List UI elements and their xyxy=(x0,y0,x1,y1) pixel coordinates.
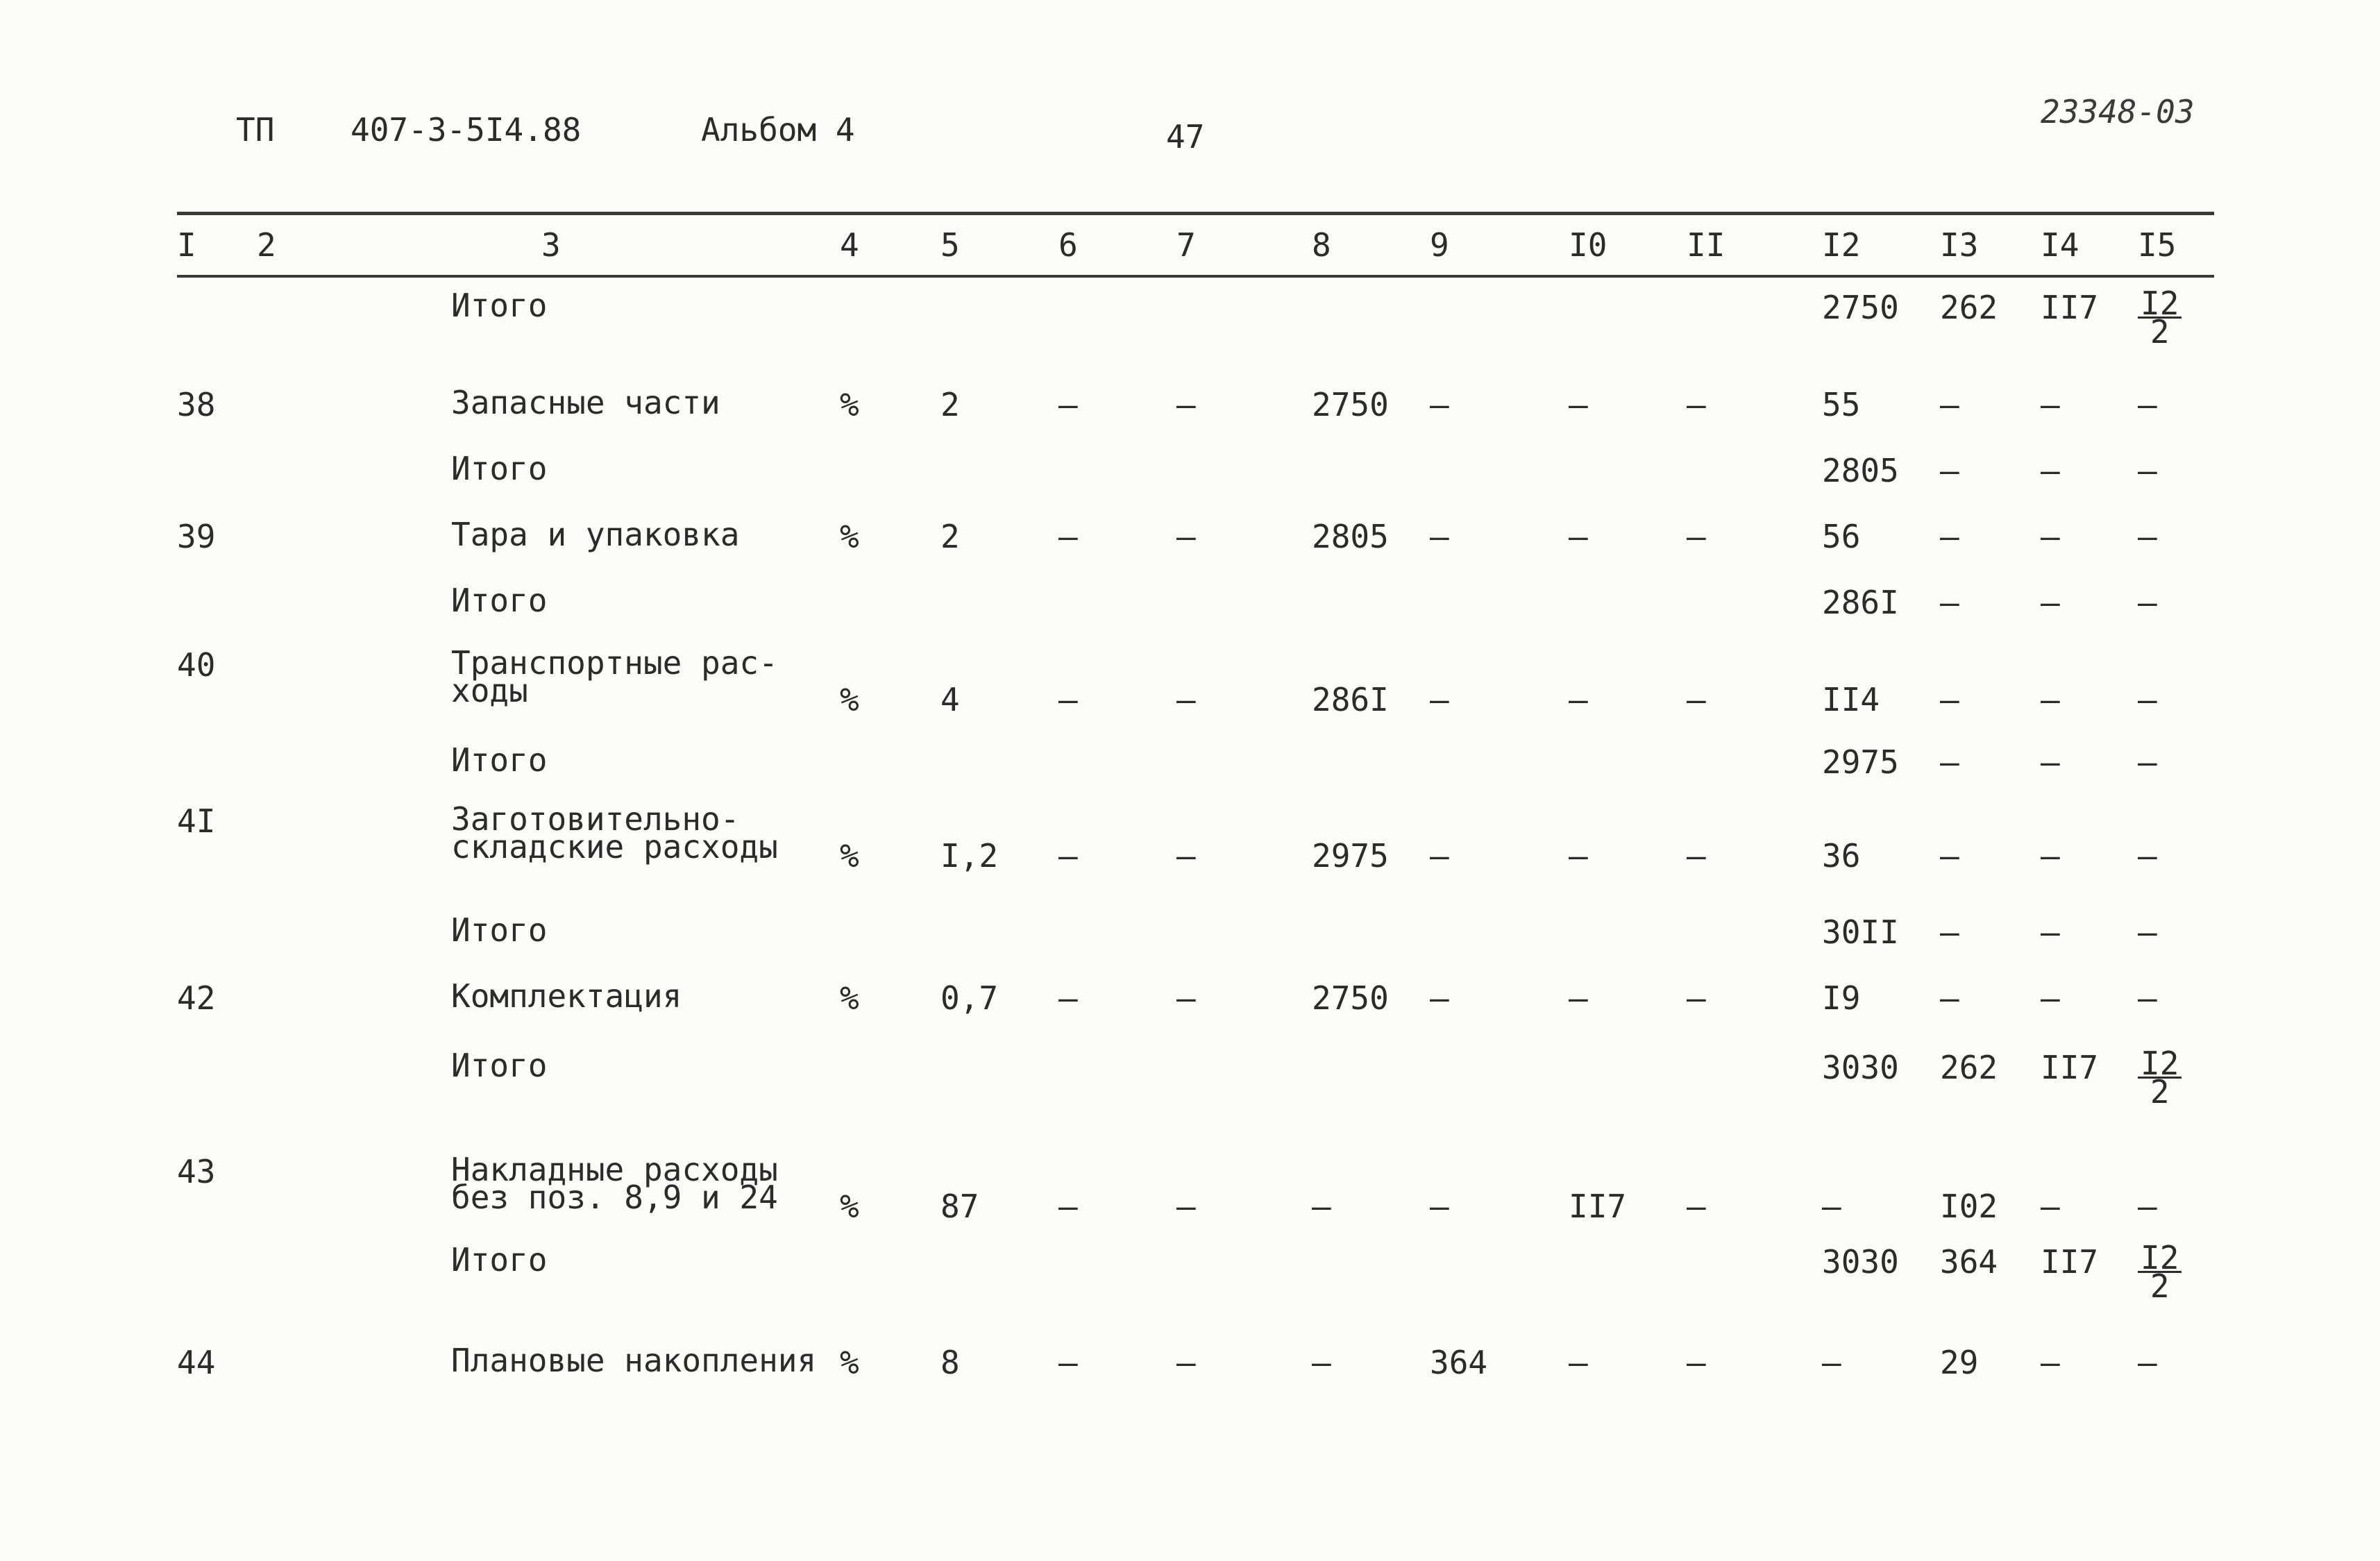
cell-c13: – xyxy=(1940,837,1959,875)
fraction-numerator: I2 xyxy=(2138,1050,2181,1079)
cell-c13: – xyxy=(1940,913,1959,951)
cell-c9: – xyxy=(1430,979,1449,1017)
item-name: Плановые накопления xyxy=(451,1342,817,1379)
item-name: Итого xyxy=(451,287,548,324)
cell-c11: – xyxy=(1687,681,1706,718)
doc-album: Альбом 4 xyxy=(701,111,855,149)
cell-c4: % xyxy=(840,681,859,718)
column-header: II xyxy=(1687,226,1725,264)
cell-c9: – xyxy=(1430,518,1449,555)
cell-c13: – xyxy=(1940,386,1959,423)
cell-c14: – xyxy=(2041,518,2060,555)
cell-c14: – xyxy=(2041,743,2060,781)
column-header: I4 xyxy=(2041,226,2079,264)
cell-c10: – xyxy=(1569,837,1588,875)
cell-c9: – xyxy=(1430,1188,1449,1225)
row-number: 43 xyxy=(177,1153,216,1190)
cell-c10: – xyxy=(1569,979,1588,1017)
cell-c15: – xyxy=(2138,1344,2157,1381)
cell-c15: – xyxy=(2138,681,2157,718)
cell-c6: – xyxy=(1058,518,1078,555)
item-name: Накладные расходы без поз. 8,9 и 24 xyxy=(451,1151,778,1216)
column-header: 7 xyxy=(1176,226,1196,264)
cell-c12: 286I xyxy=(1822,584,1899,621)
cell-c14: II7 xyxy=(2041,289,2099,326)
cell-c10: – xyxy=(1569,386,1588,423)
cell-c13: – xyxy=(1940,681,1959,718)
cell-c6: – xyxy=(1058,1344,1078,1381)
cell-c12: 3030 xyxy=(1822,1243,1899,1281)
cell-c14: – xyxy=(2041,913,2060,951)
cell-c15: – xyxy=(2138,584,2157,621)
cell-c14: – xyxy=(2041,979,2060,1017)
cell-c9: – xyxy=(1430,681,1449,718)
cell-c12: 56 xyxy=(1822,518,1861,555)
fraction-value xyxy=(2138,1239,2181,1305)
cell-c10: II7 xyxy=(1569,1188,1627,1225)
cell-c13: – xyxy=(1940,518,1959,555)
cell-c9: – xyxy=(1430,386,1449,423)
cell-c11: – xyxy=(1687,837,1706,875)
cell-c13: 262 xyxy=(1940,289,1998,326)
cell-c5: I,2 xyxy=(940,837,999,875)
row-number: 40 xyxy=(177,646,216,684)
cell-c13: 364 xyxy=(1940,1243,1998,1281)
fraction-numerator: I2 xyxy=(2138,1244,2181,1273)
cell-c10: – xyxy=(1569,681,1588,718)
cell-c14: II7 xyxy=(2041,1243,2099,1281)
fraction-denominator: 2 xyxy=(2150,313,2170,351)
fraction-denominator: 2 xyxy=(2150,1073,2170,1111)
doc-code: 407-3-5I4.88 xyxy=(351,111,582,149)
cell-c6: – xyxy=(1058,1188,1078,1225)
fraction-numerator: I2 xyxy=(2138,290,2181,319)
table-header-rule xyxy=(177,275,2214,278)
cell-c4: % xyxy=(840,518,859,555)
cell-c7: – xyxy=(1176,1188,1196,1225)
column-header: I xyxy=(177,226,196,264)
cell-c15: – xyxy=(2138,913,2157,951)
cell-c14: – xyxy=(2041,584,2060,621)
item-name: Тара и упаковка xyxy=(451,516,740,553)
cell-c15: – xyxy=(2138,386,2157,423)
inventory-stamp: 23348-03 xyxy=(2041,93,2195,130)
item-name: Итого xyxy=(451,1241,548,1279)
column-header: 3 xyxy=(541,226,561,264)
column-header: I5 xyxy=(2138,226,2177,264)
column-header: 4 xyxy=(840,226,859,264)
cell-c11: – xyxy=(1687,386,1706,423)
fraction-value xyxy=(2138,1045,2181,1111)
column-header: I2 xyxy=(1822,226,1861,264)
row-number: 4I xyxy=(177,802,216,840)
fraction-denominator: 2 xyxy=(2150,1267,2170,1305)
cell-c14: – xyxy=(2041,452,2060,489)
cell-c6: – xyxy=(1058,979,1078,1017)
cell-c12: 2750 xyxy=(1822,289,1899,326)
cell-c5: 2 xyxy=(940,386,960,423)
cell-c12: 3030 xyxy=(1822,1049,1899,1086)
cell-c14: II7 xyxy=(2041,1049,2099,1086)
row-number: 38 xyxy=(177,386,216,423)
cell-c15: – xyxy=(2138,1188,2157,1225)
cell-c8: 2975 xyxy=(1312,837,1389,875)
cell-c12: 2975 xyxy=(1822,743,1899,781)
cell-c13: I02 xyxy=(1940,1188,1998,1225)
item-name: Комплектация xyxy=(451,977,682,1015)
cell-c15: – xyxy=(2138,452,2157,489)
cell-c14: – xyxy=(2041,681,2060,718)
cell-c13: 29 xyxy=(1940,1344,1979,1381)
cell-c15: – xyxy=(2138,743,2157,781)
cell-c12: – xyxy=(1822,1188,1841,1225)
cell-c13: – xyxy=(1940,743,1959,781)
cell-c12: 36 xyxy=(1822,837,1861,875)
cell-c7: – xyxy=(1176,518,1196,555)
cell-c14: – xyxy=(2041,837,2060,875)
cell-c11: – xyxy=(1687,1344,1706,1381)
cell-c13: 262 xyxy=(1940,1049,1998,1086)
cell-c9: 364 xyxy=(1430,1344,1488,1381)
cell-c12: 55 xyxy=(1822,386,1861,423)
item-name: Итого xyxy=(451,1047,548,1084)
cell-c9: – xyxy=(1430,837,1449,875)
cell-c12: II4 xyxy=(1822,681,1880,718)
cell-c14: – xyxy=(2041,1344,2060,1381)
cell-c4: % xyxy=(840,386,859,423)
cell-c7: – xyxy=(1176,1344,1196,1381)
cell-c5: 0,7 xyxy=(940,979,999,1017)
item-name: Итого xyxy=(451,582,548,619)
column-header: 8 xyxy=(1312,226,1331,264)
cell-c12: 30II xyxy=(1822,913,1899,951)
cell-c4: % xyxy=(840,1344,859,1381)
fraction-value xyxy=(2138,285,2181,351)
item-name: Заготовительно- складские расходы xyxy=(451,800,778,866)
row-number: 44 xyxy=(177,1344,216,1381)
cell-c6: – xyxy=(1058,681,1078,718)
table-top-rule xyxy=(177,212,2214,215)
cell-c13: – xyxy=(1940,584,1959,621)
cell-c13: – xyxy=(1940,979,1959,1017)
item-name: Итого xyxy=(451,450,548,487)
cell-c8: – xyxy=(1312,1344,1331,1381)
cell-c11: – xyxy=(1687,979,1706,1017)
cell-c7: – xyxy=(1176,386,1196,423)
item-name: Запасные части xyxy=(451,384,720,421)
column-header: 2 xyxy=(257,226,276,264)
row-number: 39 xyxy=(177,518,216,555)
cell-c12: – xyxy=(1822,1344,1841,1381)
cell-c4: % xyxy=(840,1188,859,1225)
cell-c5: 2 xyxy=(940,518,960,555)
cell-c10: – xyxy=(1569,1344,1588,1381)
cell-c12: I9 xyxy=(1822,979,1861,1017)
cell-c11: – xyxy=(1687,518,1706,555)
column-header: 5 xyxy=(940,226,960,264)
cell-c7: – xyxy=(1176,681,1196,718)
cell-c5: 87 xyxy=(940,1188,979,1225)
cell-c13: – xyxy=(1940,452,1959,489)
item-name: Итого xyxy=(451,741,548,779)
cell-c6: – xyxy=(1058,386,1078,423)
cell-c15: – xyxy=(2138,837,2157,875)
cell-c8: 2750 xyxy=(1312,386,1389,423)
doc-series: ТП xyxy=(236,111,275,149)
cell-c4: % xyxy=(840,979,859,1017)
cell-c15: – xyxy=(2138,979,2157,1017)
column-header: 9 xyxy=(1430,226,1449,264)
cell-c10: – xyxy=(1569,518,1588,555)
item-name: Итого xyxy=(451,911,548,949)
cell-c11: – xyxy=(1687,1188,1706,1225)
cell-c14: – xyxy=(2041,1188,2060,1225)
column-header: I3 xyxy=(1940,226,1979,264)
cell-c8: – xyxy=(1312,1188,1331,1225)
page-number: 47 xyxy=(1166,118,1205,155)
cell-c8: 286I xyxy=(1312,681,1389,718)
cell-c12: 2805 xyxy=(1822,452,1899,489)
cell-c8: 2805 xyxy=(1312,518,1389,555)
cell-c7: – xyxy=(1176,837,1196,875)
column-header: I0 xyxy=(1569,226,1607,264)
item-name: Транспортные рас- ходы xyxy=(451,644,778,709)
cell-c14: – xyxy=(2041,386,2060,423)
cell-c7: – xyxy=(1176,979,1196,1017)
cell-c5: 4 xyxy=(940,681,960,718)
row-number: 42 xyxy=(177,979,216,1017)
cell-c8: 2750 xyxy=(1312,979,1389,1017)
cell-c6: – xyxy=(1058,837,1078,875)
column-header: 6 xyxy=(1058,226,1078,264)
cell-c15: – xyxy=(2138,518,2157,555)
cell-c4: % xyxy=(840,837,859,875)
cell-c5: 8 xyxy=(940,1344,960,1381)
